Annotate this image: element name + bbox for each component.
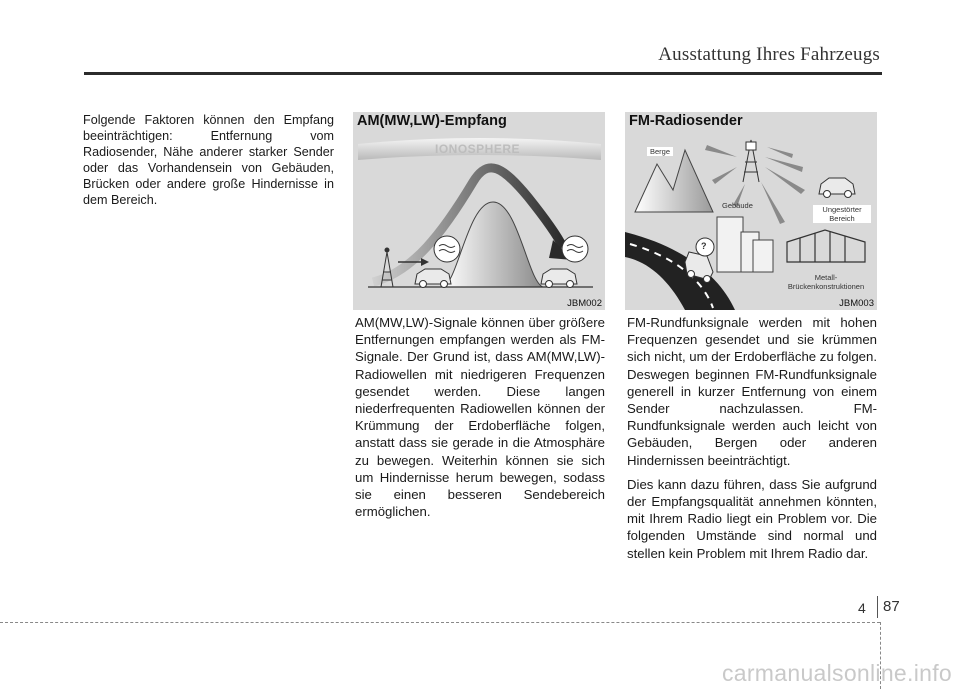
am-column [355,314,605,527]
am-figure-code: JBM002 [567,298,602,309]
metal-bridges-label-line2: Brückenkonstruktionen [787,282,865,291]
am-reception-figure [353,112,605,310]
chapter-number: 4 [858,600,866,616]
am-signal-arrowhead [421,258,429,266]
mountains-label: Berge [647,147,673,156]
undisturbed-area-label-line2: Bereich [829,214,855,223]
metal-bridge-shape [787,230,865,262]
metal-bridges-label [777,273,875,291]
transmitter-tower [743,140,759,182]
car-right [541,269,577,288]
signal-arrows [705,145,805,224]
mountains-shape [635,150,713,212]
fm-column [627,314,877,569]
fm-paragraph-1: FM-Rundfunksignale werden mit hohen Frequenzen gesendet und sie krümmen sich nicht, um der Erdoberfläche zu folgen. Deswegen beginnen FM-Rundfunksignale generell in kurzer Entfernung von einem Sender nachzulassen. FM-Rundfunksignale werden auch leicht von Gebäuden, Bergen oder anderen Hindernissen beeinträchtigt. [627,315,877,468]
fm-station-figure [625,112,877,310]
fm-paragraph-2: Dies kann dazu führen, dass Sie aufgrund der Empfangsqualität annehmen könnten, mit Ihrem Radio liegt ein Problem vor. Die folgenden Umstände sind normal und stellen kein Problem mit Ihrem Radio dar. [627,476,877,561]
footer-dashed-rule [0,622,880,623]
am-figure-title: AM(MW,LW)-Empfang [357,113,507,129]
intro-paragraph: Folgende Faktoren können den Empfang beeinträchtigen: Entfernung vom Radiosender, Nähe anderer starker Sender oder das Vorhandensein von Gebäuden, Brücken oder andere große Hindernisse in dem Bereich. [83,113,334,207]
ionosphere-label: IONOSPHERE [435,142,521,156]
question-mark: ? [701,241,707,251]
am-paragraph: AM(MW,LW)-Signale können über größere Entfernungen empfangen werden als FM-Signale. Der Grund ist, dass AM(MW,LW)-Radiowellen mit niedrigeren Frequenzen gesendet werden. Diese langen niederfrequenten Radiowellen können der Krümmung der Erdoberfläche folgen, anstatt dass sie gerade in die Atmosphäre zu bewegen. Weiterhin können sie sich um Hindernisse herum bewegen, sodass sie einen besseren Sendebereich ermöglichen. [355,315,605,520]
fm-figure-code: JBM003 [839,298,874,309]
header-rule [84,72,882,75]
fm-figure-title: FM-Radiosender [629,113,743,129]
page-number-separator [877,596,878,618]
undisturbed-area-label-line1: Ungestörter [822,205,862,214]
watermark: carmanualsonline.info [721,660,952,686]
metal-bridges-label-line1: Metall- [814,273,838,282]
intro-column [83,112,334,215]
car-left [415,269,451,288]
section-header-title: Ausstattung Ihres Fahrzeugs [658,44,880,65]
buildings-label: Gebäude [722,201,753,210]
speech-bubble-right [562,236,588,262]
page-number: 87 [883,598,900,615]
car-undisturbed [819,178,855,198]
buildings-shape [717,217,773,272]
speech-bubble-left [434,236,460,262]
undisturbed-area-label [813,205,871,223]
